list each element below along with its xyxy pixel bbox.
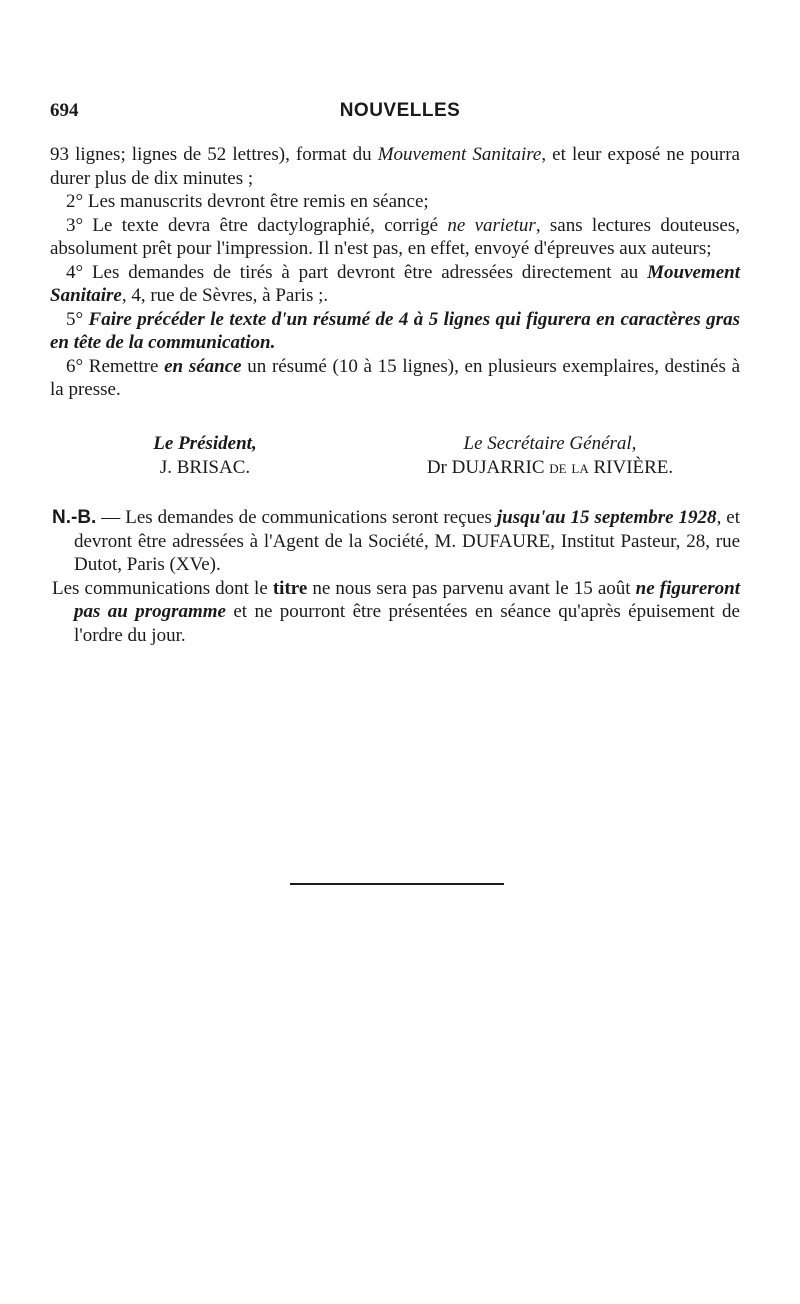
paragraph-item-2: 2° Les manuscrits devront être remis en séance;	[66, 191, 429, 212]
nota-bene-label: N.-B.	[52, 507, 97, 528]
closing-rule	[290, 883, 504, 885]
paragraph-item-4: 4° Les demandes de tirés à part devront être adressées directement au Mouvement Sanitaire, 4, rue de Sèvres, à Paris ;.	[50, 261, 740, 306]
secretary-title: Le Secrétaire Général,	[463, 433, 637, 454]
page-number: 694	[50, 100, 79, 121]
paragraph-item-1-continued: 93 lignes; lignes de 52 lettres), format du Mouvement Sanitaire, et leur exposé ne pourra durer plus de dix minutes ;	[50, 144, 740, 189]
paragraph-item-6: 6° Remettre en séance un résumé (10 à 15 lignes), en plusieurs exemplaires, destinés à la presse.	[50, 355, 741, 400]
president-signature	[120, 432, 290, 479]
nota-bene-section	[52, 506, 740, 647]
page-header	[50, 100, 750, 126]
titles-deadline-paragraph: Les communications dont le titre ne nous sera pas parvenu avant le 15 août ne figureront pas au programme et ne pourront être présentées en séance qu'après épuisement de l'ordre du jour.	[52, 577, 740, 646]
president-title: Le Président,	[153, 433, 257, 454]
running-title: NOUVELLES	[339, 100, 461, 121]
secretary-signature	[390, 432, 710, 479]
instructions-list	[50, 143, 740, 402]
paragraph-item-3: 3° Le texte devra être dactylographié, corrigé ne varietur, sans lectures douteuses, absolument prêt pour l'impression. Il n'est pas, en effet, envoyé d'épreuves aux auteurs;	[50, 214, 740, 259]
secretary-name: Dr DUJARRIC de la RIVIÈRE.	[426, 456, 674, 478]
president-name: J. BRISAC.	[159, 456, 251, 478]
paragraph-item-5: 5° Faire précéder le texte d'un résumé de 4 à 5 lignes qui figurera en caractères gras en tête de la communication.	[50, 308, 740, 353]
signature-block	[50, 432, 740, 484]
nota-bene-paragraph: N.-B. — Les demandes de communications seront reçues jusqu'au 15 septembre 1928, et devront être adressées à l'Agent de la Société, M. DUFAURE, Institut Pasteur, 28, rue Dutot, Paris (XVe).	[52, 507, 740, 575]
